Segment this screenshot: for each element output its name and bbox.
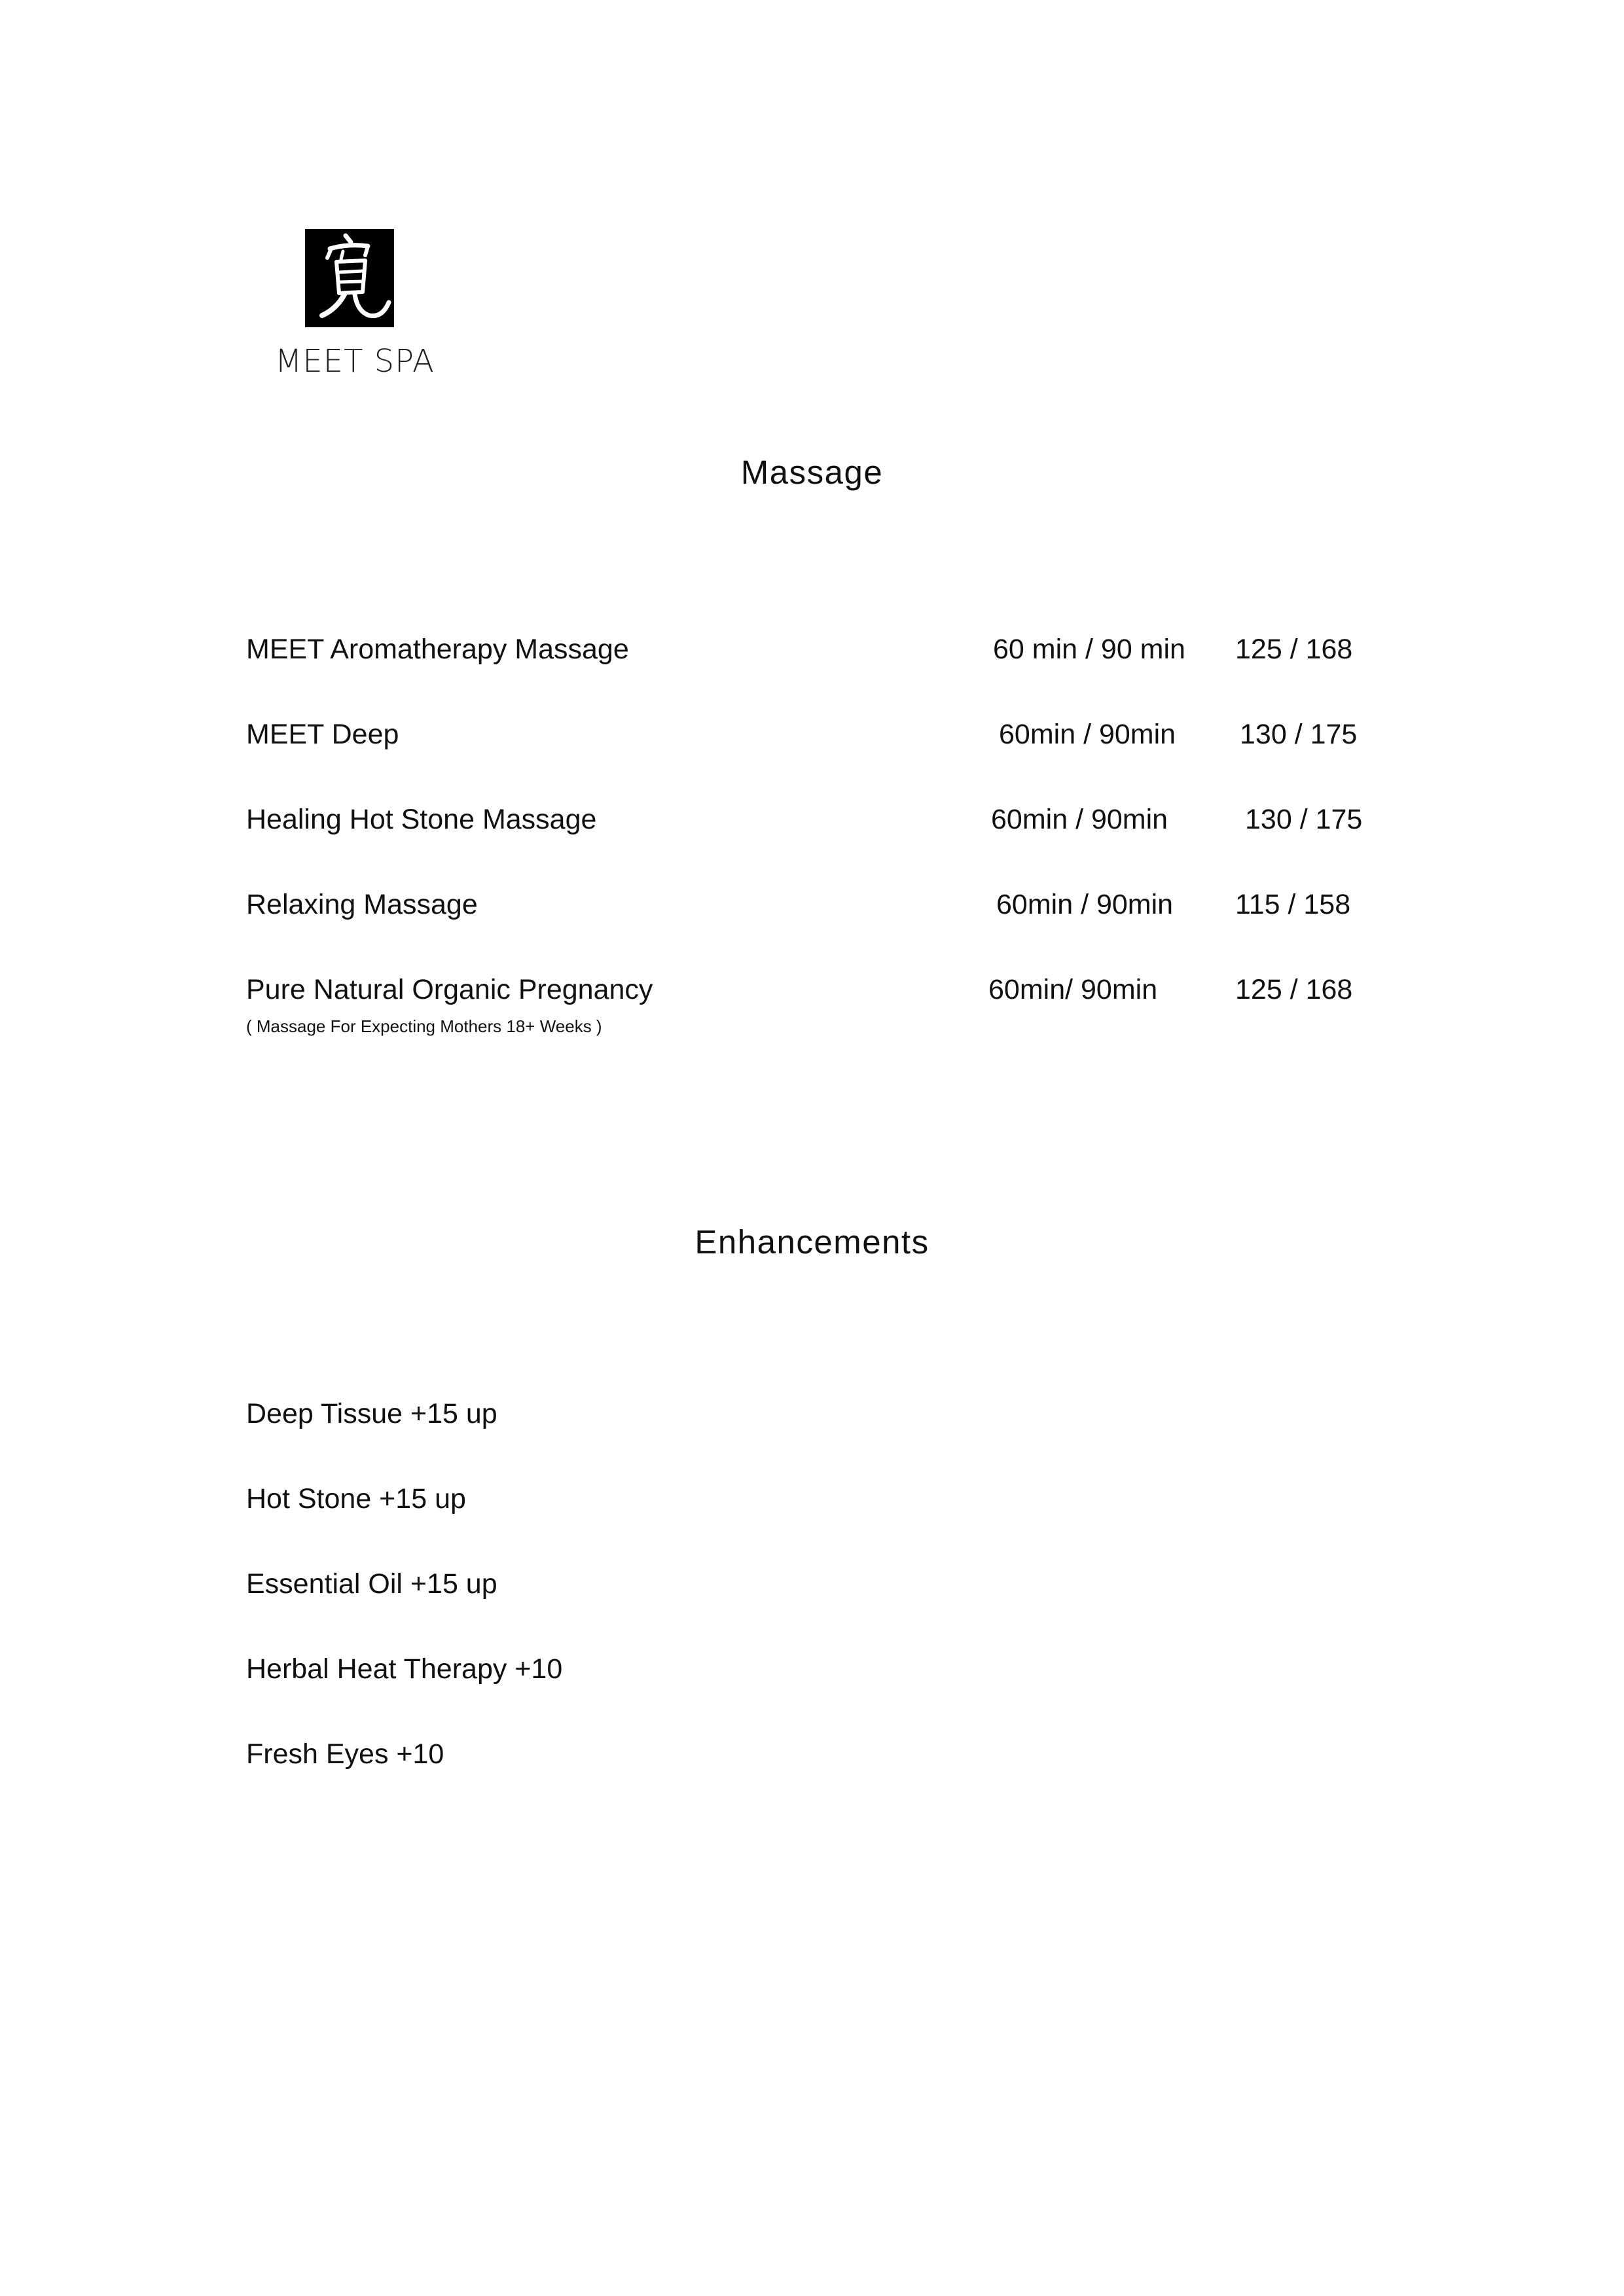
massage-price: 130 / 175 — [1240, 719, 1358, 750]
massage-name: MEET Deep — [246, 719, 399, 750]
massage-price: 125 / 168 — [1235, 634, 1353, 665]
calligraphy-logo-icon — [305, 229, 394, 327]
massage-name: Relaxing Massage — [246, 889, 478, 920]
massage-price: 130 / 175 — [1245, 804, 1363, 835]
massage-name: Pure Natural Organic Pregnancy — [246, 974, 653, 1005]
massage-price: 115 / 158 — [1235, 889, 1351, 920]
massage-row — [246, 970, 1385, 1009]
massage-name: Healing Hot Stone Massage — [246, 804, 597, 835]
massage-duration: 60min / 90min — [999, 719, 1176, 750]
massage-row — [246, 800, 1385, 839]
massage-price: 125 / 168 — [1235, 974, 1353, 1005]
massage-row — [246, 630, 1385, 669]
enhancement-item: Deep Tissue +15 up — [246, 1398, 497, 1429]
enhancement-item: Hot Stone +15 up — [246, 1483, 466, 1515]
massage-duration: 60 min / 90 min — [993, 634, 1185, 665]
massage-duration: 60min/ 90min — [988, 974, 1158, 1005]
spa-logo-text: MEET SPA — [275, 343, 435, 380]
massage-row — [246, 885, 1385, 924]
massage-note: ( Massage For Expecting Mothers 18+ Weeks ) — [246, 1016, 602, 1036]
enhancement-item: Fresh Eyes +10 — [246, 1738, 444, 1770]
massage-heading: Massage — [740, 454, 884, 491]
enhancements-heading: Enhancements — [695, 1223, 929, 1261]
enhancement-item: Essential Oil +15 up — [246, 1568, 497, 1600]
massage-duration: 60min / 90min — [996, 889, 1174, 920]
massage-name: MEET Aromatherapy Massage — [246, 634, 629, 665]
enhancement-item: Herbal Heat Therapy +10 — [246, 1653, 563, 1685]
massage-duration: 60min / 90min — [991, 804, 1168, 835]
massage-row — [246, 715, 1385, 754]
spa-logo — [275, 229, 435, 386]
